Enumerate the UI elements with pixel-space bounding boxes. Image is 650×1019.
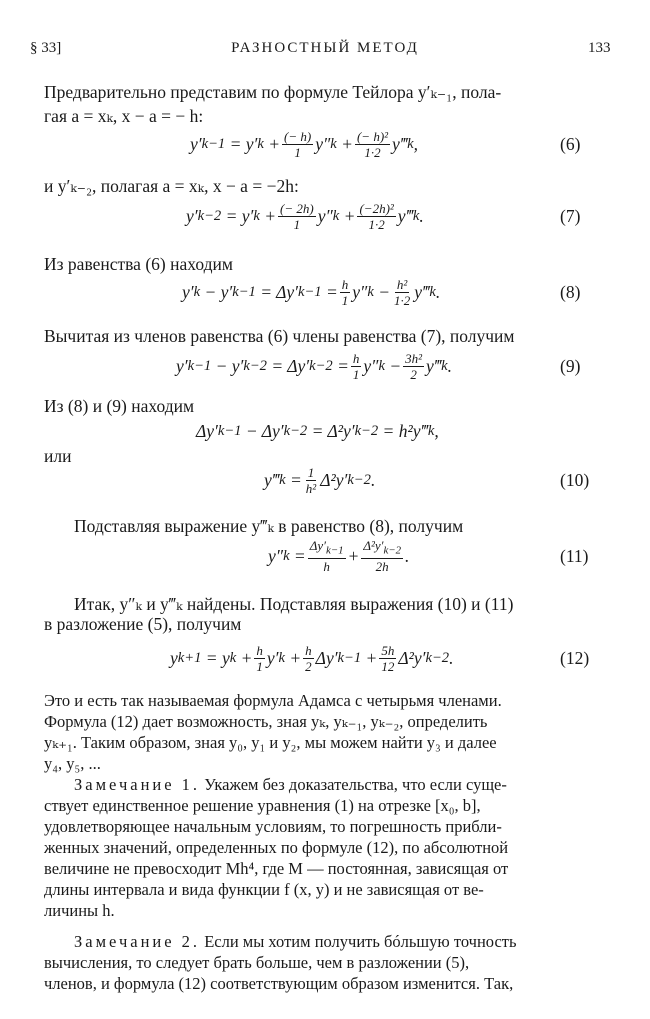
- remark-1-heading: Замечание 1.: [74, 775, 201, 794]
- running-title: РАЗНОСТНЫЙ МЕТОД: [231, 40, 419, 56]
- remark-2-line1: [74, 931, 608, 953]
- remark-1-line1: [74, 774, 608, 796]
- remark-2-heading: Замечание 2.: [74, 932, 201, 951]
- remark-1-line5: величине не превосходит Mh⁴, где M — постоянная, зависящая от: [44, 859, 509, 878]
- section-label: § 33]: [30, 40, 62, 56]
- adams-line4: y₄, y₅, ...: [44, 754, 101, 773]
- paragraph-so-line1: Итак, y″ₖ и y‴ₖ найдены. Подставляя выражения (10) и (11): [74, 594, 514, 614]
- equation-7-number: (7): [560, 206, 581, 226]
- equation-6-number: (6): [560, 134, 581, 154]
- adams-line2: Формула (12) дает возможность, зная yₖ, yₖ₋₁, yₖ₋₂, определить: [44, 712, 488, 731]
- remark-2-line3: членов, и формула (12) соответствующим образом изменится. Так,: [44, 974, 514, 993]
- equation-9-number: (9): [560, 356, 581, 376]
- paragraph-subtracting: Вычитая из членов равенства (6) члены равенства (7), получим: [44, 326, 515, 346]
- paragraph-intro-line1: Предварительно представим по формуле Тейлора y′ₖ₋₁, пола-: [44, 82, 502, 102]
- equation-8-number: (8): [560, 282, 581, 302]
- word-or: или: [44, 446, 72, 466]
- paragraph-second-expansion: и y′ₖ₋₂, полагая a = xₖ, x − a = −2h:: [44, 176, 299, 196]
- remark-1-text: Укажем без доказательства, что если суще-: [204, 775, 507, 794]
- paragraph-from-8-9: Из (8) и (9) находим: [44, 396, 195, 416]
- paragraph-from-6: Из равенства (6) находим: [44, 254, 233, 274]
- page-number: 133: [588, 40, 611, 56]
- remark-1-line3: удовлетворяющее начальным условиям, то погрешность прибли-: [44, 817, 502, 836]
- remark-1-line4: женных значений, определенных по формуле (12), по абсолютной: [44, 838, 509, 857]
- equation-10-number: (10): [560, 470, 590, 490]
- paragraph-so-line2: в разложение (5), получим: [44, 614, 242, 634]
- adams-line3: yₖ₊₁. Таким образом, зная y₀, y₁ и y₂, мы можем найти y₃ и далее: [44, 733, 497, 752]
- adams-line1: Это и есть так называемая формула Адамса с четырьмя членами.: [44, 691, 502, 710]
- remark-2-text: Если мы хотим получить бóльшую точность: [204, 932, 517, 951]
- equation-11-number: (11): [560, 546, 589, 566]
- equation-12-number: (12): [560, 648, 590, 668]
- remark-2-line2: вычисления, то следует брать больше, чем в разложении (5),: [44, 953, 470, 972]
- remark-1-line7: личины h.: [44, 901, 115, 920]
- paragraph-substituting: Подставляя выражение y‴ₖ в равенство (8), получим: [74, 516, 464, 536]
- remark-1-line2: ствует единственное решение уравнения (1) на отрезке [x₀, b],: [44, 796, 481, 815]
- remark-1-line6: длины интервала и вида функции f (x, y) и не зависящая от ве-: [44, 880, 484, 899]
- paragraph-intro-line2: гая a = xₖ, x − a = − h:: [44, 106, 204, 126]
